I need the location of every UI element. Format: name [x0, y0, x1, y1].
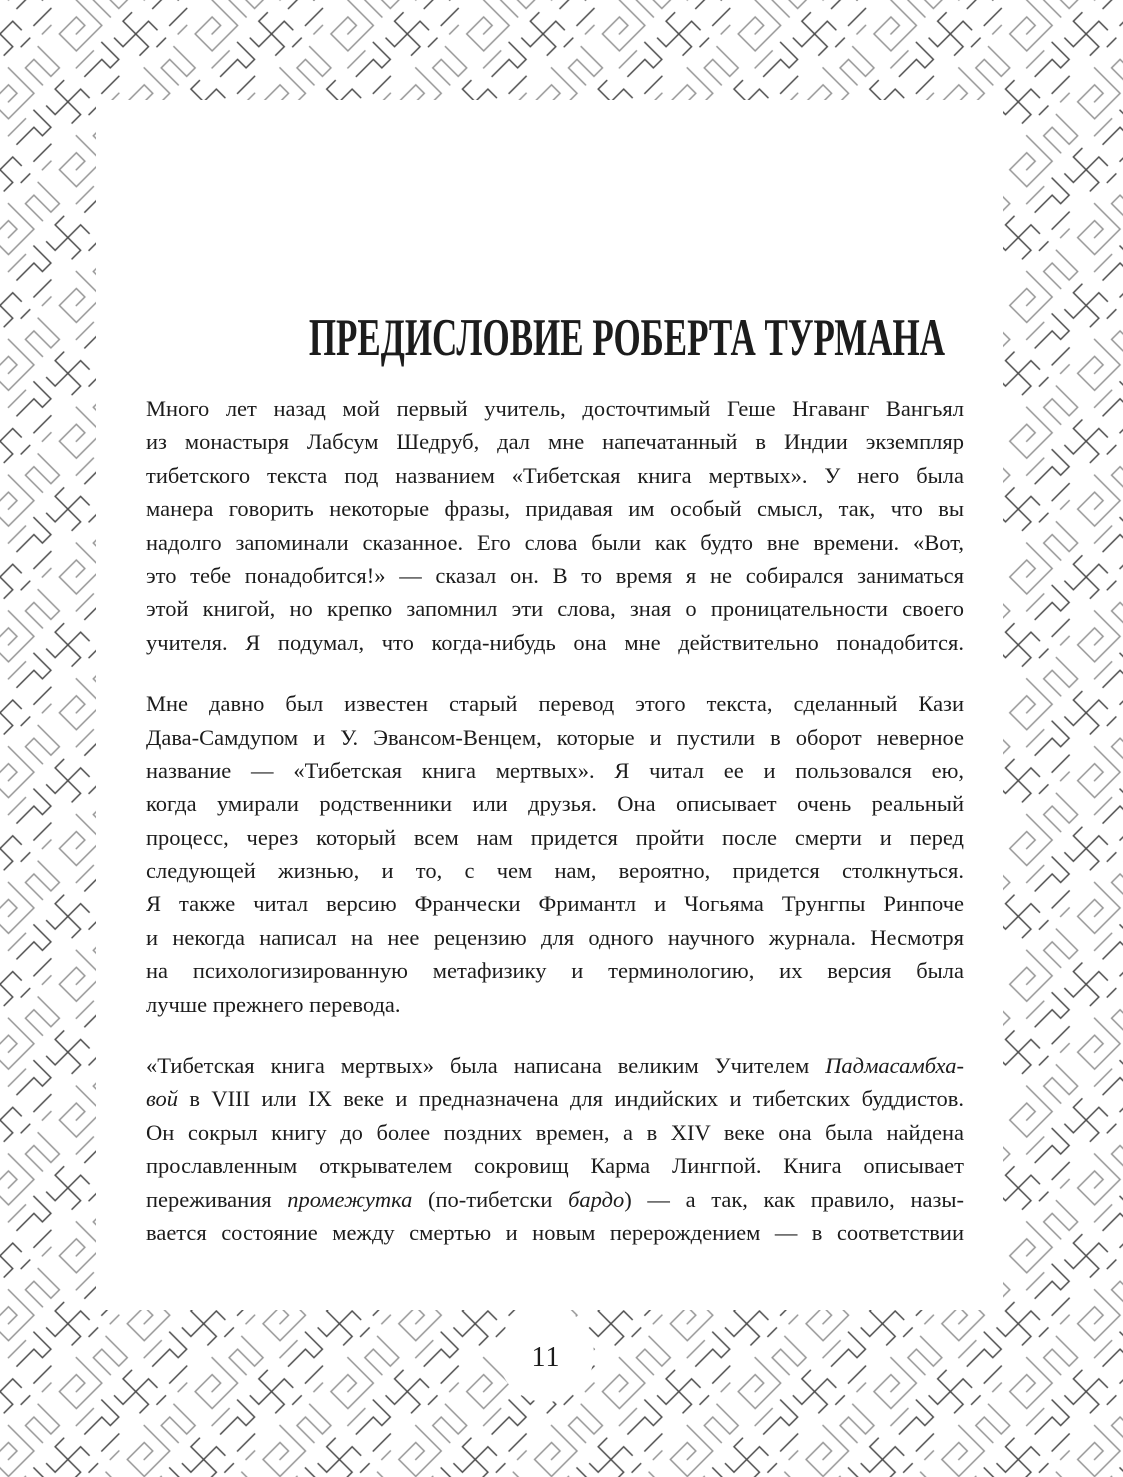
- text-segment: Много лет назад мой первый учитель, досточтимый Геше Нгаванг Вангьял: [146, 396, 964, 421]
- text-line: [146, 392, 964, 425]
- text-segment: следующей жизнью, и то, с чем нам, вероятно, придется столкнуться.: [146, 858, 964, 884]
- text-segment: процесс, через который всем нам придется пройти после смерти и перед: [146, 824, 964, 850]
- paragraph: [146, 1049, 964, 1249]
- text-line: [146, 1049, 964, 1082]
- text-segment: ) — а так, как правило, назы-: [624, 1186, 964, 1212]
- chapter-title: [145, 309, 963, 367]
- text-segment: это тебе понадобится!» — сказал он. В то время я не собирался заниматься: [146, 562, 964, 588]
- text-segment: из монастыря Лабсум Шедруб, дал мне напечатанный в Индии экземпляр: [146, 429, 964, 455]
- page-number: 11: [531, 1342, 561, 1373]
- italic-text-segment: бардо: [568, 1186, 625, 1212]
- text-line: [146, 559, 964, 592]
- text-line: [146, 954, 964, 987]
- body-text: [146, 392, 964, 1277]
- text-segment: название — «Тибетская книга мертвых». Я читал ее и пользовался ею,: [146, 757, 964, 783]
- text-segment: этой книгой, но крепко запомнил эти слова, зная о проницательности своего: [146, 596, 964, 622]
- text-segment: Он сокрыл книгу до более поздних времен, а в XIV веке она была найдена: [146, 1119, 964, 1145]
- text-line: [146, 1149, 964, 1182]
- paragraph: [146, 392, 964, 659]
- text-segment: (по-тибетски: [412, 1186, 569, 1212]
- text-line: [146, 687, 964, 720]
- text-segment: когда умирали родственники или друзья. Она описывает очень реальный: [146, 791, 964, 817]
- text-segment: на психологизированную метафизику и терминологию, их версия была: [146, 958, 964, 984]
- text-line: [146, 425, 964, 458]
- text-line: [146, 754, 964, 787]
- text-line: [146, 854, 964, 887]
- text-segment: надолго запоминали сказанное. Его слова были как будто вне времени. «Вот,: [146, 529, 964, 555]
- text-segment: манера говорить некоторые фразы, придавая им особый смысл, так, что вы: [146, 496, 964, 522]
- paragraph: [146, 687, 964, 1021]
- text-line: [146, 1082, 964, 1115]
- text-line: [146, 1116, 964, 1149]
- text-line: [146, 1183, 964, 1216]
- text-line: [146, 721, 964, 754]
- text-segment: Я также читал версию Франчески Фримантл и Чогьяма Трунгпы Ринпоче: [146, 891, 964, 917]
- text-segment: Дава-Самдупом и У. Эвансом-Венцем, которые и пустили в оборот неверное: [146, 724, 964, 750]
- text-line: [146, 592, 964, 625]
- italic-text-segment: Падмасамбха-: [825, 1053, 964, 1079]
- text-segment: прославленным открывателем сокровищ Карма Лингпой. Книга описывает: [146, 1153, 964, 1179]
- text-segment: тибетского текста под названием «Тибетская книга мертвых». У него была: [146, 462, 964, 488]
- text-line: [146, 1216, 964, 1249]
- chapter-title-text: ПРЕДИСЛОВИЕ РОБЕРТА ТУРМАНА: [308, 309, 945, 367]
- text-segment: и некогда написал на нее рецензию для одного научного журнала. Несмотря: [146, 924, 964, 950]
- text-line: [146, 492, 964, 525]
- text-segment: Мне давно был известен старый перевод этого текста, сделанный Кази: [146, 691, 964, 717]
- text-segment: переживания: [146, 1186, 288, 1212]
- italic-text-segment: вой: [146, 1086, 178, 1112]
- text-line: [146, 921, 964, 954]
- text-line: [146, 626, 964, 659]
- text-segment: лучше прежнего перевода.: [146, 991, 401, 1017]
- text-line: [146, 459, 964, 492]
- text-segment: в VIII или IX веке и предназначена для индийских и тибетских буддистов.: [177, 1086, 964, 1112]
- text-line: [146, 526, 964, 559]
- text-line: [146, 887, 964, 920]
- text-segment: вается состояние между смертью и новым перерождением — в соответствии: [146, 1219, 964, 1245]
- text-line: [146, 988, 964, 1021]
- text-segment: «Тибетская книга мертвых» была написана великим Учителем: [146, 1053, 826, 1079]
- text-line: [146, 821, 964, 854]
- text-segment: учителя. Я подумал, что когда-нибудь она мне действительно понадобится.: [146, 629, 964, 655]
- text-line: [146, 787, 964, 820]
- italic-text-segment: промежутка: [287, 1186, 413, 1212]
